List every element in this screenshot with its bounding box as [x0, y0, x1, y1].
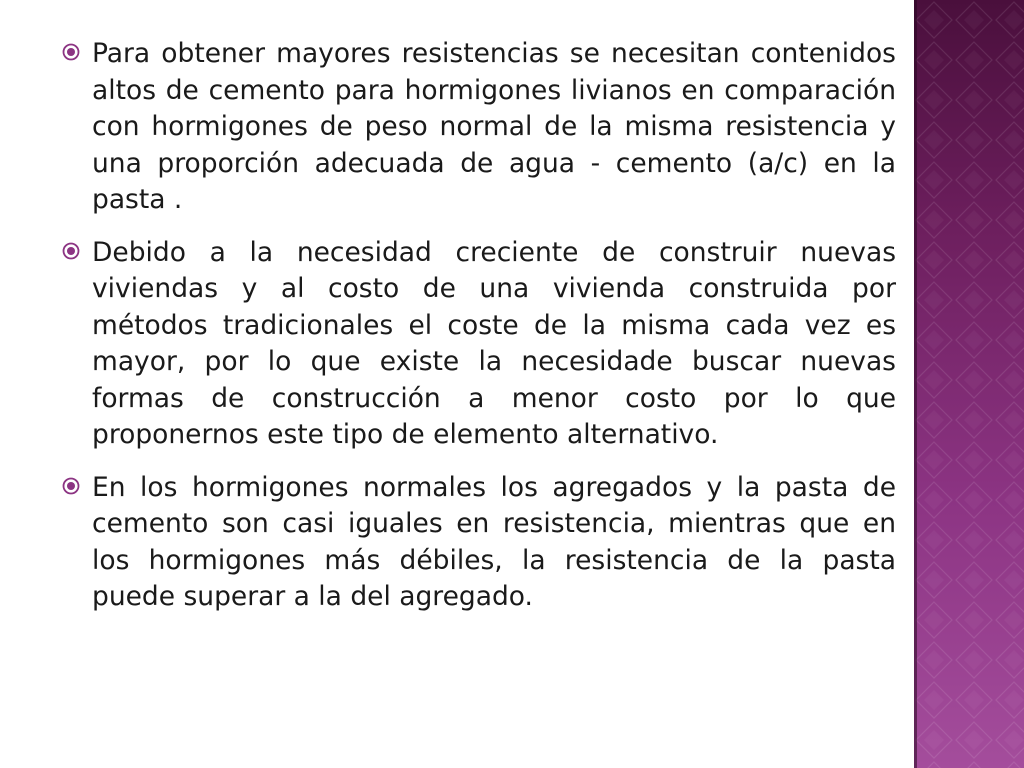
- circle-bullet-icon: [62, 242, 80, 260]
- bullet-text: Debido a la necesidad creciente de construir nuevas viviendas y al costo de una vivienda construida por métodos tradicionales el coste de la misma cada vez es mayor, por lo que existe la necesidade buscar nuevas formas de construcción a menor costo por lo que proponernos este tipo de elemento alternativo.: [92, 236, 896, 450]
- bullet-item: [60, 235, 896, 454]
- bullet-item: [60, 470, 896, 616]
- slide-content: [60, 36, 896, 632]
- decorative-side-panel: [914, 0, 1024, 768]
- circle-bullet-icon: [62, 43, 80, 61]
- bullet-text: Para obtener mayores resistencias se necesitan contenidos altos de cemento para hormigones livianos en comparación con hormigones de peso normal de la misma resistencia y una proporción adecuada de agua - cemento (a/c) en la pasta .: [92, 38, 896, 215]
- bullet-text: En los hormigones normales los agregados y la pasta de cemento son casi iguales en resistencia, mientras que en los hormigones más débiles, la resistencia de la pasta puede superar a la del agregado.: [92, 471, 896, 612]
- circle-bullet-icon: [62, 477, 80, 495]
- diamond-pattern: [914, 0, 1024, 768]
- side-panel-edge: [914, 0, 917, 768]
- bullet-item: [60, 36, 896, 219]
